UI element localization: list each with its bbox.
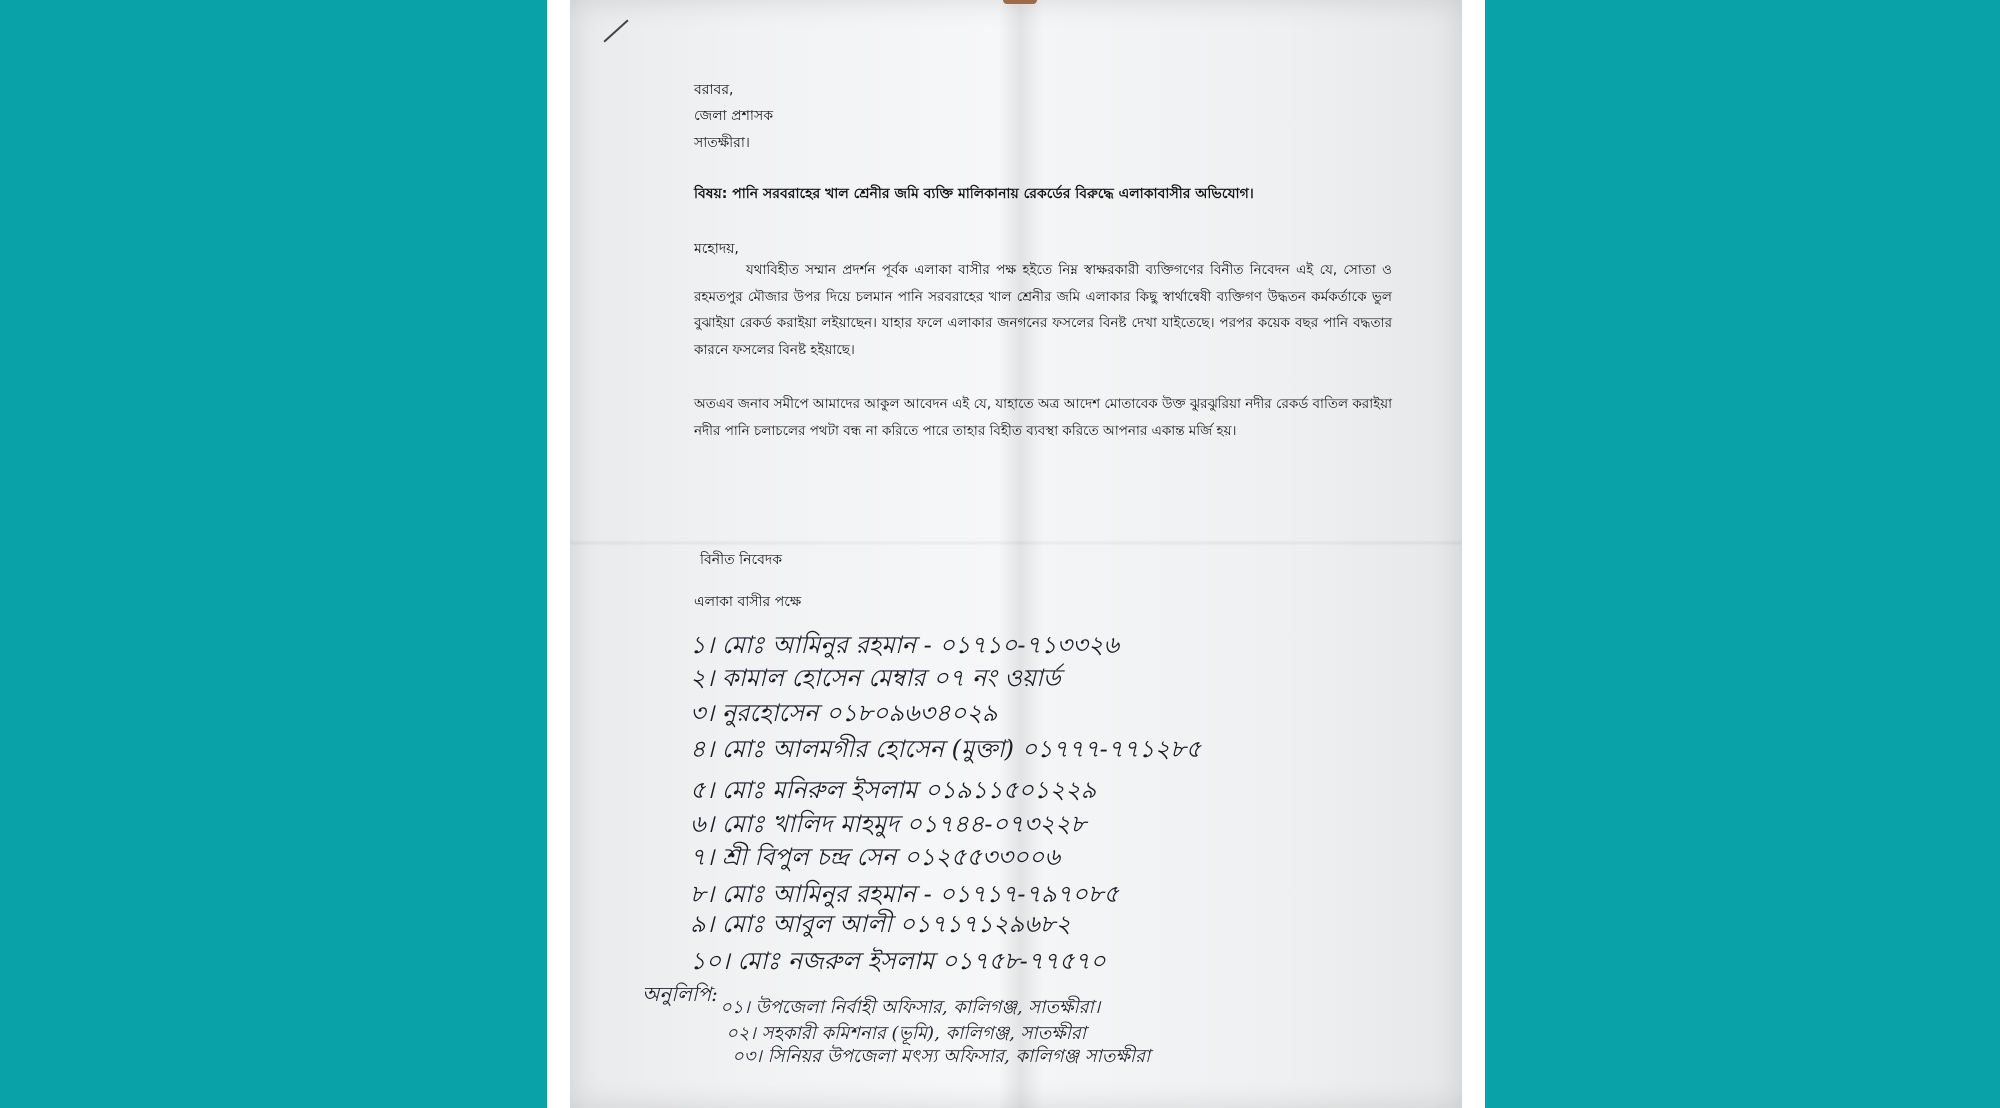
body-paragraph-1 (694, 257, 1392, 363)
signatory-line: ৫। মোঃ মনিরুল ইসলাম ০১৯১১৫০১২২৯ (690, 776, 1097, 804)
body-paragraph-2: অতএব জনাব সমীপে আমাদের আকুল আবেদন এই যে, যাহাতে অত্র আদেশ মোতাবেক উক্ত ঝুরঝুরিয়া নদীর রেকর্ড বাতিল করাইয়া নদীর পানি চলাচলের পথটা বন্ধ না করিতে পারে তাহার বিহীত ব্যবস্থা করিতে আপনার একান্ত মর্জি হয়। (694, 396, 1392, 439)
signatory-line: ১। মোঃ আমিনুর রহমান - ০১৭১০-৭১৩৩২৬ (690, 631, 1120, 659)
signatory-line: ৪। মোঃ আলমগীর হোসেন (মুক্তা) ০১৭৭৭-৭৭১২৮৫ (690, 735, 1202, 763)
signatory-line: ৩। নুরহোসেন ০১৮০৯৬৩৪০২৯ (690, 699, 998, 727)
signatory-line: ৮। মোঃ আমিনুর রহমান - ০১৭১৭-৭৯৭০৮৫ (690, 880, 1119, 908)
signatory-line: ১০। মোঃ নজরুল ইসলাম ০১৭৫৮-৭৭৫৭০ (690, 947, 1106, 975)
letter-greeting: মহোদয়, (694, 241, 739, 257)
letter-paper (570, 0, 1462, 1108)
letter-subject: বিষয়: পানি সরবরাহের খাল শ্রেনীর জমি ব্যক্তি মালিকানায় রেকর্ডের বিরুদ্ধে এলাকাবাসীর অভিযোগ। (694, 186, 1254, 202)
body-paragraph-1-text: যথাবিহীত সম্মান প্রদর্শন পূর্বক এলাকা বাসীর পক্ষ হইতে নিম্ন স্বাক্ষরকারী ব্যক্তিগণের বিনীত নিবেদন এই যে, সোতা ও রহমতপুর মৌজার উপর দিয়ে চলমান পানি সরবরাহের খাল শ্রেনীর জমি এলাকার কিছু স্বার্থান্বেষী ব্যক্তিগণ উদ্ধতন কর্মকর্তাকে ভুল বুঝাইয়া রেকর্ড করাইয়া লইয়াছেন। যাহার ফলে এলাকার জনগনের ফসলের বিনষ্ট দেখা যাইতেছে। পরপর কয়েক বছর পানি বদ্ধতার কারনে ফসলের বিনষ্ট হইয়াছে। (694, 262, 1392, 358)
signatory-line: ৯। মোঃ আবুল আলী ০১৭১৭১২৯৬৮২ (690, 910, 1071, 938)
on-behalf-text: এলাকা বাসীর পক্ষে (694, 594, 802, 610)
closing-text: বিনীত নিবেদক (700, 552, 783, 568)
copies-heading: অনুলিপি: (642, 982, 718, 1006)
salutation-to: বরাবর, (694, 82, 734, 98)
recipient-place: সাতক্ষীরা। (694, 135, 750, 151)
signatory-line: ৬। মোঃ খালিদ মাহমুদ ০১৭৪৪-০৭৩২২৮ (690, 810, 1087, 838)
recipient-title: জেলা প্রশাসক (694, 108, 773, 124)
pen-mark (603, 20, 628, 43)
paper-tear-mark (1003, 0, 1037, 4)
copy-recipient: ০২। সহকারী কমিশনার (ভূমি), কালিগঞ্জ, সাতক্ষীরা (726, 1023, 1086, 1044)
copy-recipient: ০১। উপজেলা নির্বাহী অফিসার, কালিগঞ্জ, সাতক্ষীরা। (720, 997, 1101, 1018)
signatory-line: ৭। শ্রী বিপুল চন্দ্র সেন ০১২৫৫৩৩০০৬ (690, 843, 1060, 871)
signatory-line: ২। কামাল হোসেন মেম্বার ০৭ নং ওয়ার্ড (690, 664, 1061, 692)
copy-recipient: ০৩। সিনিয়র উপজেলা মৎস্য অফিসার, কালিগঞ্জ সাতক্ষীরা (732, 1046, 1151, 1067)
paper-fold (570, 540, 1462, 546)
